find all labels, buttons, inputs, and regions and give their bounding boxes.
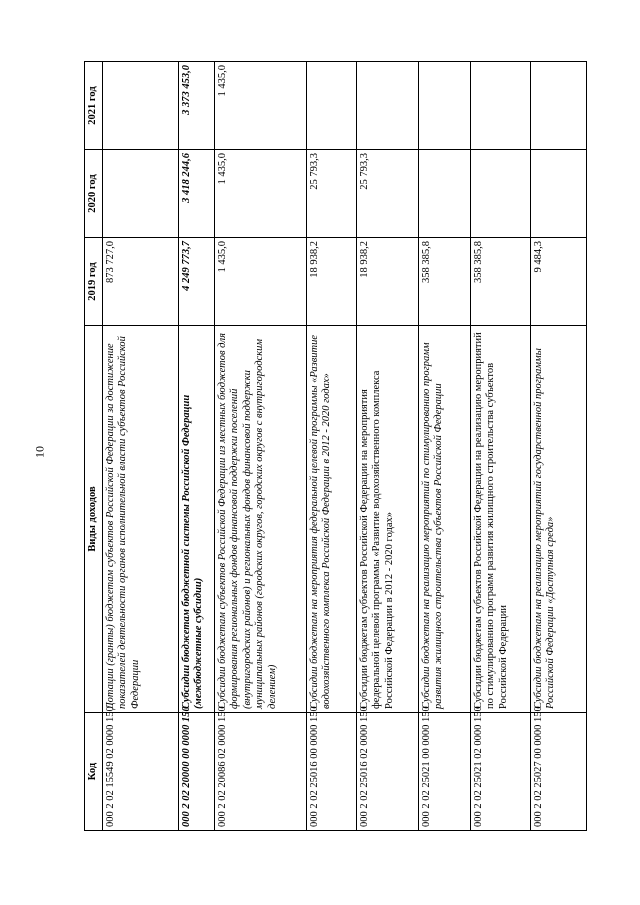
page-number: 10 (32, 446, 47, 458)
row-name: Субсидии бюджетам субъектов Российской Федерации на реализацию мероприятий по стимулированию программ развития жилищного строительства субъектов Российской Федерации (471, 326, 531, 713)
row-value-2021: 3 373 453,0 (179, 62, 215, 150)
row-code: 000 2 02 15549 02 0000 150 (103, 713, 179, 831)
row-value-2019: 873 727,0 (103, 238, 179, 326)
row-value-2021 (103, 62, 179, 150)
row-code: 000 2 02 20000 00 0000 150 (179, 713, 215, 831)
table-row (357, 62, 419, 831)
row-code: 000 2 02 25021 00 0000 150 (419, 713, 471, 831)
row-name: Дотации (гранты) бюджетам субъектов Российской Федерации за достижение показателей деятельности органов исполнительной власти субъектов Российской Федерации (103, 326, 179, 713)
row-code: 000 2 02 20086 02 0000 150 (215, 713, 307, 831)
row-code: 000 2 02 25027 00 0000 150 (531, 713, 587, 831)
row-value-2019: 358 385,8 (419, 238, 471, 326)
row-value-2021 (419, 62, 471, 150)
row-value-2019: 1 435,0 (215, 238, 307, 326)
row-value-2020: 3 418 244,6 (179, 150, 215, 238)
table-row (103, 62, 179, 831)
header-2019: 2019 год (85, 238, 103, 326)
header-name: Виды доходов (85, 326, 103, 713)
row-value-2019: 9 484,3 (531, 238, 587, 326)
row-code: 000 2 02 25016 00 0000 150 (307, 713, 357, 831)
table-row (471, 62, 531, 831)
row-value-2021: 1 435,0 (215, 62, 307, 150)
row-code: 000 2 02 25016 02 0000 150 (357, 713, 419, 831)
table-header-row (85, 62, 103, 831)
row-value-2020: 25 793,3 (357, 150, 419, 238)
row-name: Субсидии бюджетам субъектов Российской Федерации из местных бюджетов для формирования региональных фондов финансовой поддержки поселений (внутригородских районов) и региональных фондов финансовой поддержки муниципальных районов (городских округов, городских округов с внутригородским делением) (215, 326, 307, 713)
row-value-2019: 358 385,8 (471, 238, 531, 326)
row-value-2019: 4 249 773,7 (179, 238, 215, 326)
table-row (215, 62, 307, 831)
row-name: Субсидии бюджетам субъектов Российской Федерации на мероприятия федеральной целевой программы «Развитие водохозяйственного комплекса Российской Федерации в 2012 - 2020 годах» (357, 326, 419, 713)
header-2021: 2021 год (85, 62, 103, 150)
table-row (307, 62, 357, 831)
row-value-2020 (531, 150, 587, 238)
row-value-2021 (471, 62, 531, 150)
revenue-table (84, 61, 587, 831)
row-value-2020 (103, 150, 179, 238)
row-value-2021 (357, 62, 419, 150)
header-2020: 2020 год (85, 150, 103, 238)
row-name: Субсидии бюджетам на реализацию мероприятий государственной программы Российской Федерации «Доступная среда» (531, 326, 587, 713)
row-name: Субсидии бюджетам на реализацию мероприятий по стимулированию программ развития жилищного строительства субъектов Российской Федерации (419, 326, 471, 713)
header-code: Код (85, 713, 103, 831)
row-value-2021 (531, 62, 587, 150)
row-name: Субсидии бюджетам бюджетной системы Российской Федерации (межбюджетные субсидии) (179, 326, 215, 713)
row-value-2020 (419, 150, 471, 238)
row-value-2019: 18 938,2 (357, 238, 419, 326)
table-row (531, 62, 587, 831)
row-code: 000 2 02 25021 02 0000 150 (471, 713, 531, 831)
row-value-2020 (471, 150, 531, 238)
rotated-table-container (84, 62, 586, 831)
row-name: Субсидии бюджетам на мероприятия федеральной целевой программы «Развитие водохозяйственного комплекса Российской Федерации в 2012 - 2020 годах» (307, 326, 357, 713)
table-row (419, 62, 471, 831)
row-value-2019: 18 938,2 (307, 238, 357, 326)
row-value-2021 (307, 62, 357, 150)
table-row (179, 62, 215, 831)
row-value-2020: 1 435,0 (215, 150, 307, 238)
row-value-2020: 25 793,3 (307, 150, 357, 238)
